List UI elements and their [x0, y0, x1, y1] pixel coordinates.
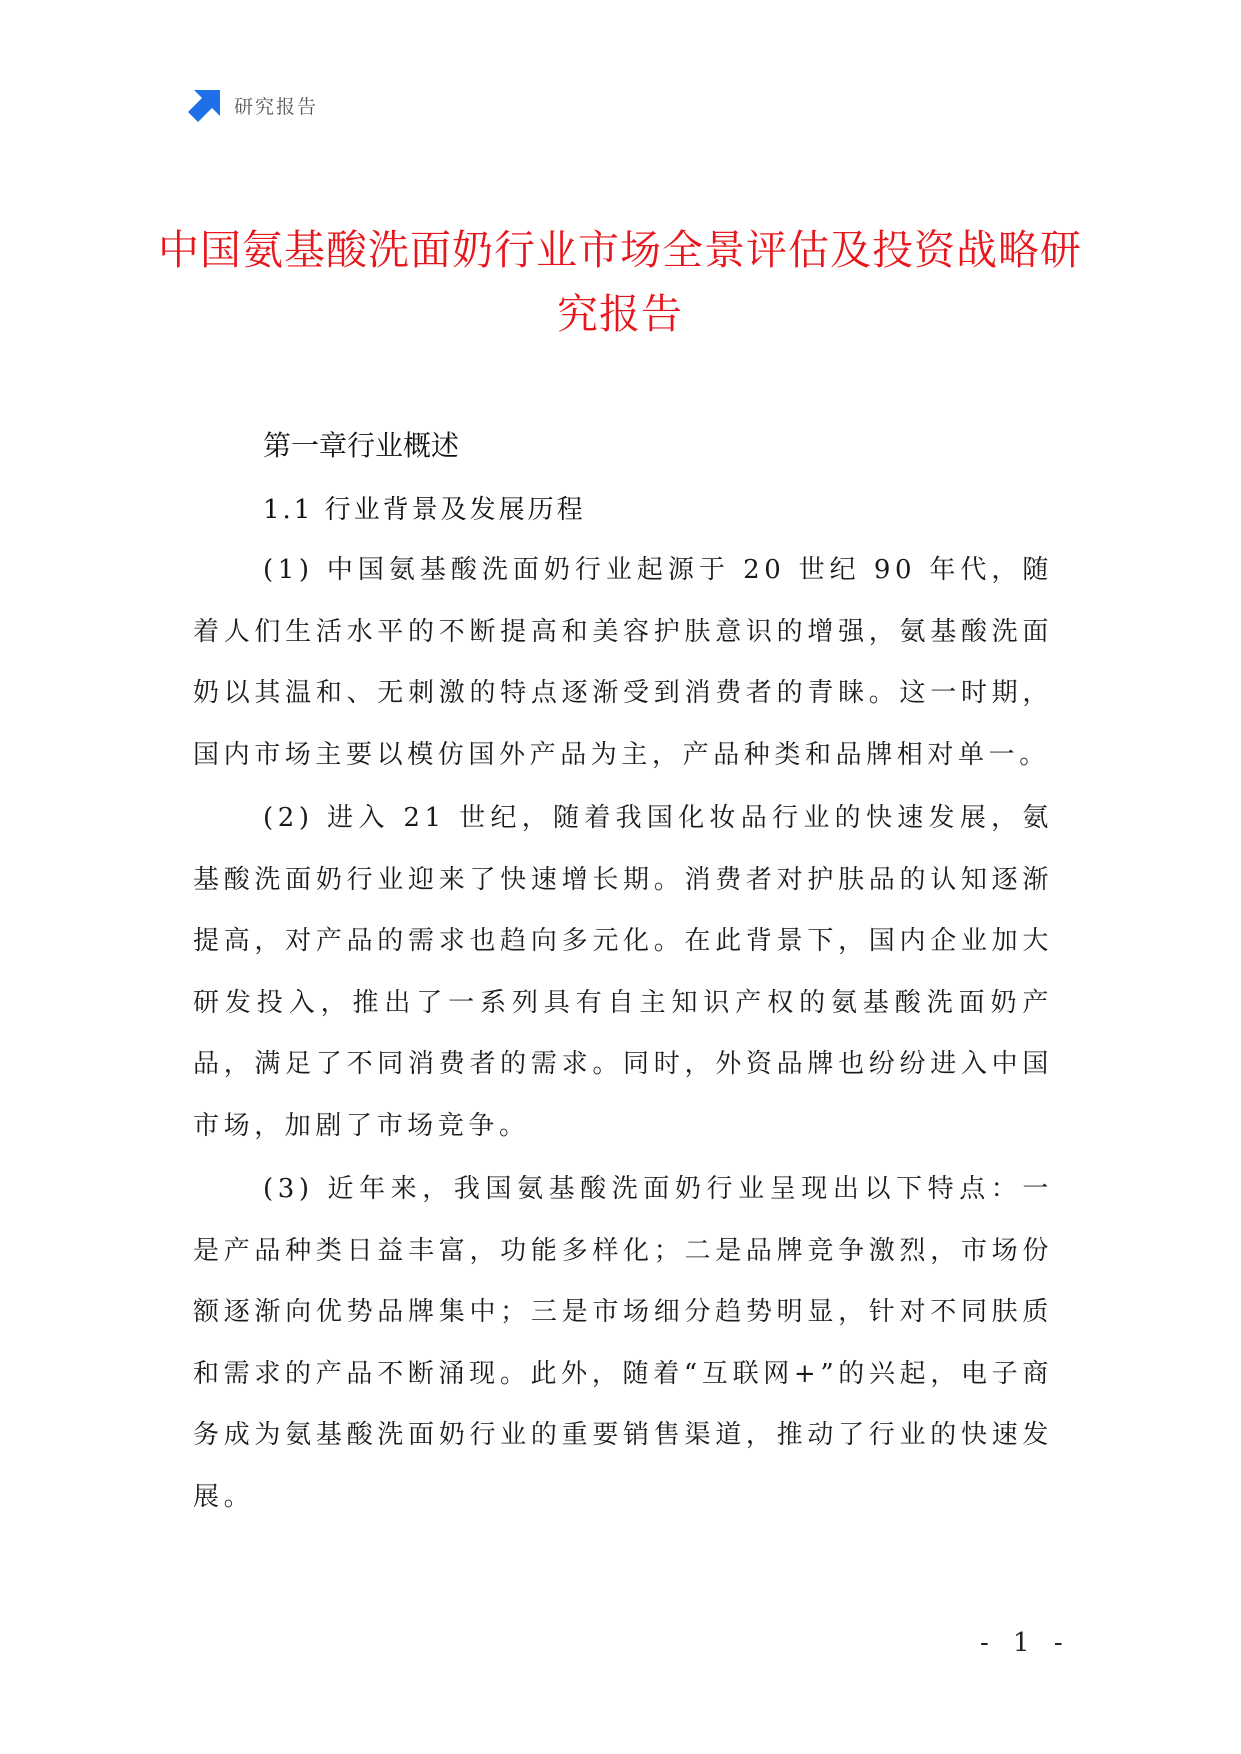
paragraph-2: (2) 进入 21 世纪，随着我国化妆品行业的快速发展，氨基酸洗面奶行业迎来了快速增长期。消费者对护肤品的认知逐渐提高，对产品的需求也趋向多元化。在此背景下，国内企业加大研发投入，推出了一系列具有自主知识产权的氨基酸洗面奶产品，满足了不同消费者的需求。同时，外资品牌也纷纷进入中国市场，加剧了市场竞争。 — [193, 803, 1053, 1141]
paragraph-1: (1) 中国氨基酸洗面奶行业起源于 20 世纪 90 年代，随着人们生活水平的不断提高和美容护肤意识的增强，氨基酸洗面奶以其温和、无刺激的特点逐渐受到消费者的青睐。这一时期，国内市场主要以模仿国外产品为主，产品种类和品牌相对单一。 — [193, 555, 1053, 770]
header-label: 研究报告 — [234, 95, 319, 118]
paragraph-3: (3) 近年来，我国氨基酸洗面奶行业呈现出以下特点：一是产品种类日益丰富，功能多样化；二是品牌竞争激烈，市场份额逐渐向优势品牌集中；三是市场细分趋势明显，针对不同肤质和需求的产品不断涌现。此外，随着“互联网+”的兴起，电子商务成为氨基酸洗面奶行业的重要销售渠道，推动了行业的快速发展。 — [193, 1174, 1053, 1512]
document-body — [193, 418, 1053, 1528]
page-number: - 1 - — [980, 1628, 1071, 1658]
document-title: 中国氨基酸洗面奶行业市场全景评估及投资战略研究报告 — [158, 226, 1082, 338]
arrow-up-right-logo-icon — [188, 88, 222, 122]
chapter-title: 第一章行业概述 — [263, 429, 460, 462]
page-header — [188, 88, 318, 122]
section-title: 1.1 行业背景及发展历程 — [263, 495, 586, 525]
